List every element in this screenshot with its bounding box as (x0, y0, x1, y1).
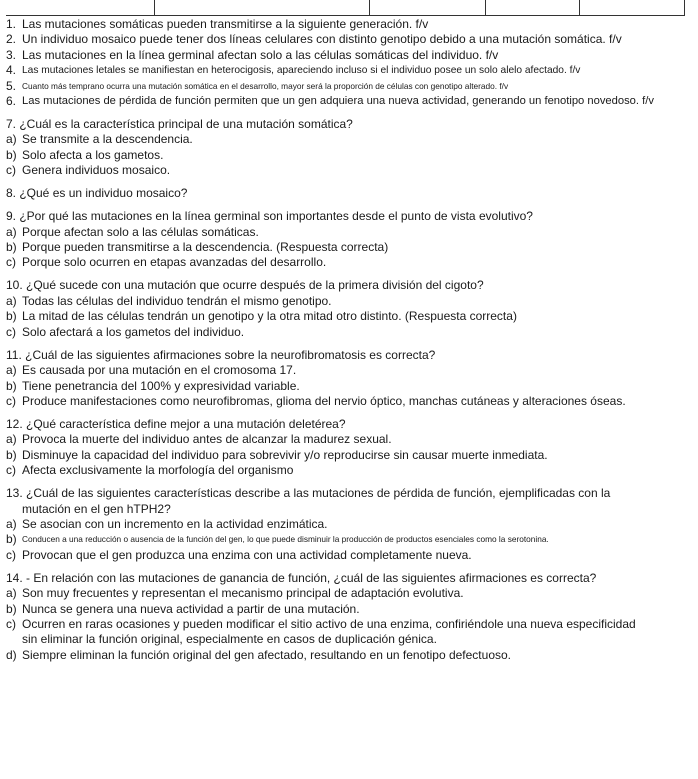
option-14d: d) Siempre eliminan la función original del gen afectado, resultando en un fenotipo defectuoso. (6, 647, 511, 662)
option-12c: c) Afecta exclusivamente la morfología del organismo (6, 463, 294, 478)
option-7a: a) Se transmite a la descendencia. (6, 132, 193, 147)
question-14: 14. - En relación con las mutaciones de ganancia de función, ¿cuál de las siguientes afirmaciones es correcta? (6, 570, 597, 585)
table-cell (579, 0, 685, 16)
table-cell (485, 0, 580, 16)
option-9a: a) Porque afectan solo a las células somáticas. (6, 224, 259, 239)
statement-4: 4. Las mutaciones letales se manifiestan en heterocigosis, apareciendo incluso si el individuo posee un solo alelo afectado. f/v (6, 63, 581, 78)
question-10: 10. ¿Qué sucede con una mutación que ocurre después de la primera división del cigoto? (6, 278, 484, 293)
option-13c: c) Provocan que el gen produzca una enzima con una actividad completamente nueva. (6, 547, 472, 562)
option-14c: c) Ocurren en raras ocasiones y pueden modificar el sitio activo de una enzima, confiriéndole una nueva especificidad (6, 616, 636, 631)
question-12: 12. ¿Qué característica define mejor a una mutación deletérea? (6, 416, 346, 431)
question-13: 13. ¿Cuál de las siguientes características describe a las mutaciones de pérdida de función, ejemplificadas con la (6, 486, 611, 501)
option-7b: b) Solo afecta a los gametos. (6, 147, 164, 162)
question-8: 8. ¿Qué es un individuo mosaico? (6, 186, 188, 201)
option-11b: b) Tiene penetrancia del 100% y expresividad variable. (6, 378, 300, 393)
question-11: 11. ¿Cuál de las siguientes afirmaciones sobre la neurofibromatosis es correcta? (6, 347, 436, 362)
option-12a: a) Provoca la muerte del individuo antes de alcanzar la madurez sexual. (6, 432, 392, 447)
table-fragment (0, 0, 698, 16)
option-14b: b) Nunca se genera una nueva actividad a partir de una mutación. (6, 601, 360, 616)
option-10b: b) La mitad de las células tendrán un genotipo y la otra mitad otro distinto. (Respuesta correcta) (6, 309, 517, 324)
option-14a: a) Son muy frecuentes y representan el mecanismo principal de adaptación evolutiva. (6, 586, 464, 601)
table-cell (369, 0, 486, 16)
question-9: 9. ¿Por qué las mutaciones en la línea germinal son importantes desde el punto de vista evolutivo? (6, 209, 533, 224)
option-10a: a) Todas las células del individuo tendrán el mismo genotipo. (6, 293, 332, 308)
option-9b: b) Porque pueden transmitirse a la descendencia. (Respuesta correcta) (6, 240, 389, 255)
question-7: 7. ¿Cuál es la característica principal de una mutación somática? (6, 117, 353, 132)
statement-6: 6. Las mutaciones de pérdida de función permiten que un gen adquiera una nueva actividad, generando un fenotipo novedoso. f/v (6, 94, 654, 109)
table-cell (6, 0, 154, 16)
option-14c-cont: sin eliminar la función original, especialmente en casos de duplicación génica. (22, 632, 437, 647)
option-9c: c) Porque solo ocurren en etapas avanzadas del desarrollo. (6, 255, 327, 270)
option-12b: b) Disminuye la capacidad del individuo para sobrevivir y/o reproducirse sin causar muerte inmediata. (6, 447, 548, 462)
option-13b: b) Conducen a una reducción o ausencia de la función del gen, lo que puede disminuir la producción de productos esenciales como la serotonina. (6, 532, 549, 547)
question-13-cont: mutación en el gen hTPH2? (22, 501, 171, 516)
statement-1: 1. Las mutaciones somáticas pueden transmitirse a la siguiente generación. f/v (6, 17, 429, 31)
option-11a: a) Es causada por una mutación en el cromosoma 17. (6, 363, 297, 378)
option-11c: c) Produce manifestaciones como neurofibromas, glioma del nervio óptico, manchas cutáneas y alteraciones óseas. (6, 393, 626, 408)
option-10c: c) Solo afectará a los gametos del individuo. (6, 324, 245, 339)
statement-3: 3. Las mutaciones en la línea germinal afectan solo a las células somáticas del individuo. f/v (6, 47, 499, 62)
document-body (6, 17, 696, 663)
option-7c: c) Genera individuos mosaico. (6, 163, 171, 178)
option-13a: a) Se asocian con un incremento en la actividad enzimática. (6, 516, 328, 531)
table-cell (154, 0, 370, 16)
statement-2: 2. Un individuo mosaico puede tener dos líneas celulares con distinto genotipo debido a una mutación somática. f/v (6, 32, 622, 47)
statement-5: 5. Cuanto más temprano ocurra una mutación somática en el desarrollo, mayor será la proporción de células con genotipo alterado. f/v (6, 78, 509, 93)
